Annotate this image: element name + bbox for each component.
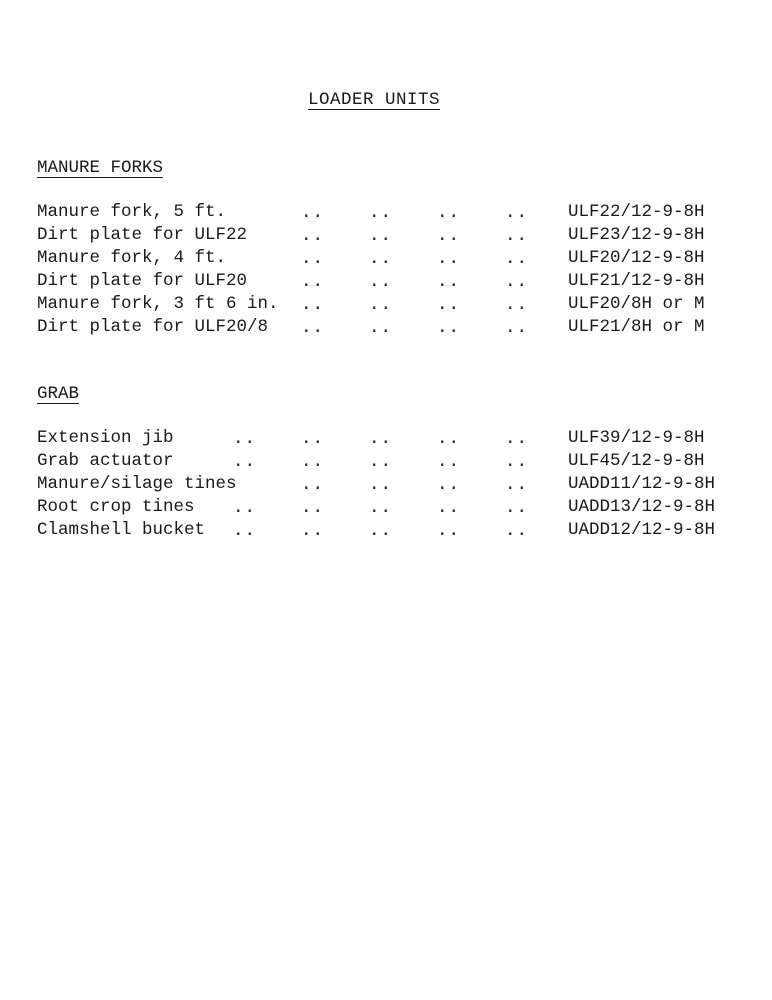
list-item [37,317,757,340]
list-item [37,294,757,317]
leader-dot: .. [505,295,529,315]
leader-dot: .. [233,452,257,472]
item-description: Manure fork, 4 ft. [37,248,227,268]
item-code: ULF20/8H or M [568,294,705,314]
leader-dot: .. [369,521,393,541]
leader-dot: .. [505,203,529,223]
item-code: ULF20/12-9-8H [568,248,705,268]
list-item [37,520,757,543]
leader-dot: .. [369,475,393,495]
leader-dot: .. [233,498,257,518]
list-item [37,428,757,451]
leader-dot: .. [437,272,461,292]
item-code: ULF45/12-9-8H [568,451,705,471]
leader-dot: .. [505,498,529,518]
item-description: Clamshell bucket [37,520,206,540]
list-item [37,474,757,497]
leader-dot: .. [369,226,393,246]
leader-dot: .. [437,498,461,518]
leader-dot: .. [301,498,325,518]
leader-dot: .. [437,203,461,223]
list-item [37,202,757,225]
item-description: Manure/silage tines [37,474,237,494]
leader-dot: .. [437,318,461,338]
leader-dot: .. [505,452,529,472]
leader-dot: .. [505,318,529,338]
leader-dot: .. [369,249,393,269]
leader-dot: .. [369,272,393,292]
leader-dot: .. [301,226,325,246]
leader-dot: .. [301,452,325,472]
item-description: Dirt plate for ULF20/8 [37,317,269,337]
item-description: Manure fork, 3 ft 6 in. [37,294,279,314]
leader-dot: .. [505,521,529,541]
leader-dot: .. [369,295,393,315]
leader-dot: .. [437,295,461,315]
leader-dot: .. [301,295,325,315]
leader-dot: .. [369,318,393,338]
page-title: LOADER UNITS [308,90,441,110]
list-item [37,271,757,294]
leader-dot: .. [437,226,461,246]
item-code: UADD13/12-9-8H [568,497,716,517]
leader-dot: .. [437,452,461,472]
leader-dot: .. [505,272,529,292]
leader-dot: .. [437,521,461,541]
list-item [37,451,757,474]
item-code: ULF21/8H or M [568,317,705,337]
leader-dot: .. [301,429,325,449]
leader-dot: .. [505,429,529,449]
leader-dot: .. [301,203,325,223]
list-item [37,225,757,248]
item-list-grab [37,428,757,543]
item-description: Dirt plate for ULF22 [37,225,248,245]
item-code: ULF23/12-9-8H [568,225,705,245]
list-item [37,248,757,271]
leader-dot: .. [505,475,529,495]
leader-dot: .. [301,249,325,269]
list-item [37,497,757,520]
item-description: Manure fork, 5 ft. [37,202,227,222]
section-heading-manure-forks: MANURE FORKS [37,158,164,178]
leader-dot: .. [301,521,325,541]
leader-dot: .. [233,429,257,449]
item-description: Dirt plate for ULF20 [37,271,248,291]
leader-dot: .. [301,272,325,292]
leader-dot: .. [437,475,461,495]
item-description: Grab actuator [37,451,174,471]
leader-dot: .. [301,475,325,495]
item-list-manure-forks [37,202,757,340]
leader-dot: .. [505,249,529,269]
item-code: ULF39/12-9-8H [568,428,705,448]
item-code: UADD11/12-9-8H [568,474,716,494]
item-description: Extension jib [37,428,174,448]
item-code: UADD12/12-9-8H [568,520,716,540]
leader-dot: .. [301,318,325,338]
leader-dot: .. [369,429,393,449]
leader-dot: .. [505,226,529,246]
leader-dot: .. [369,452,393,472]
item-code: ULF22/12-9-8H [568,202,705,222]
item-code: ULF21/12-9-8H [568,271,705,291]
leader-dot: .. [369,498,393,518]
item-description: Root crop tines [37,497,195,517]
leader-dot: .. [233,521,257,541]
leader-dot: .. [437,249,461,269]
leader-dot: .. [369,203,393,223]
leader-dot: .. [437,429,461,449]
section-heading-grab: GRAB [37,384,80,404]
